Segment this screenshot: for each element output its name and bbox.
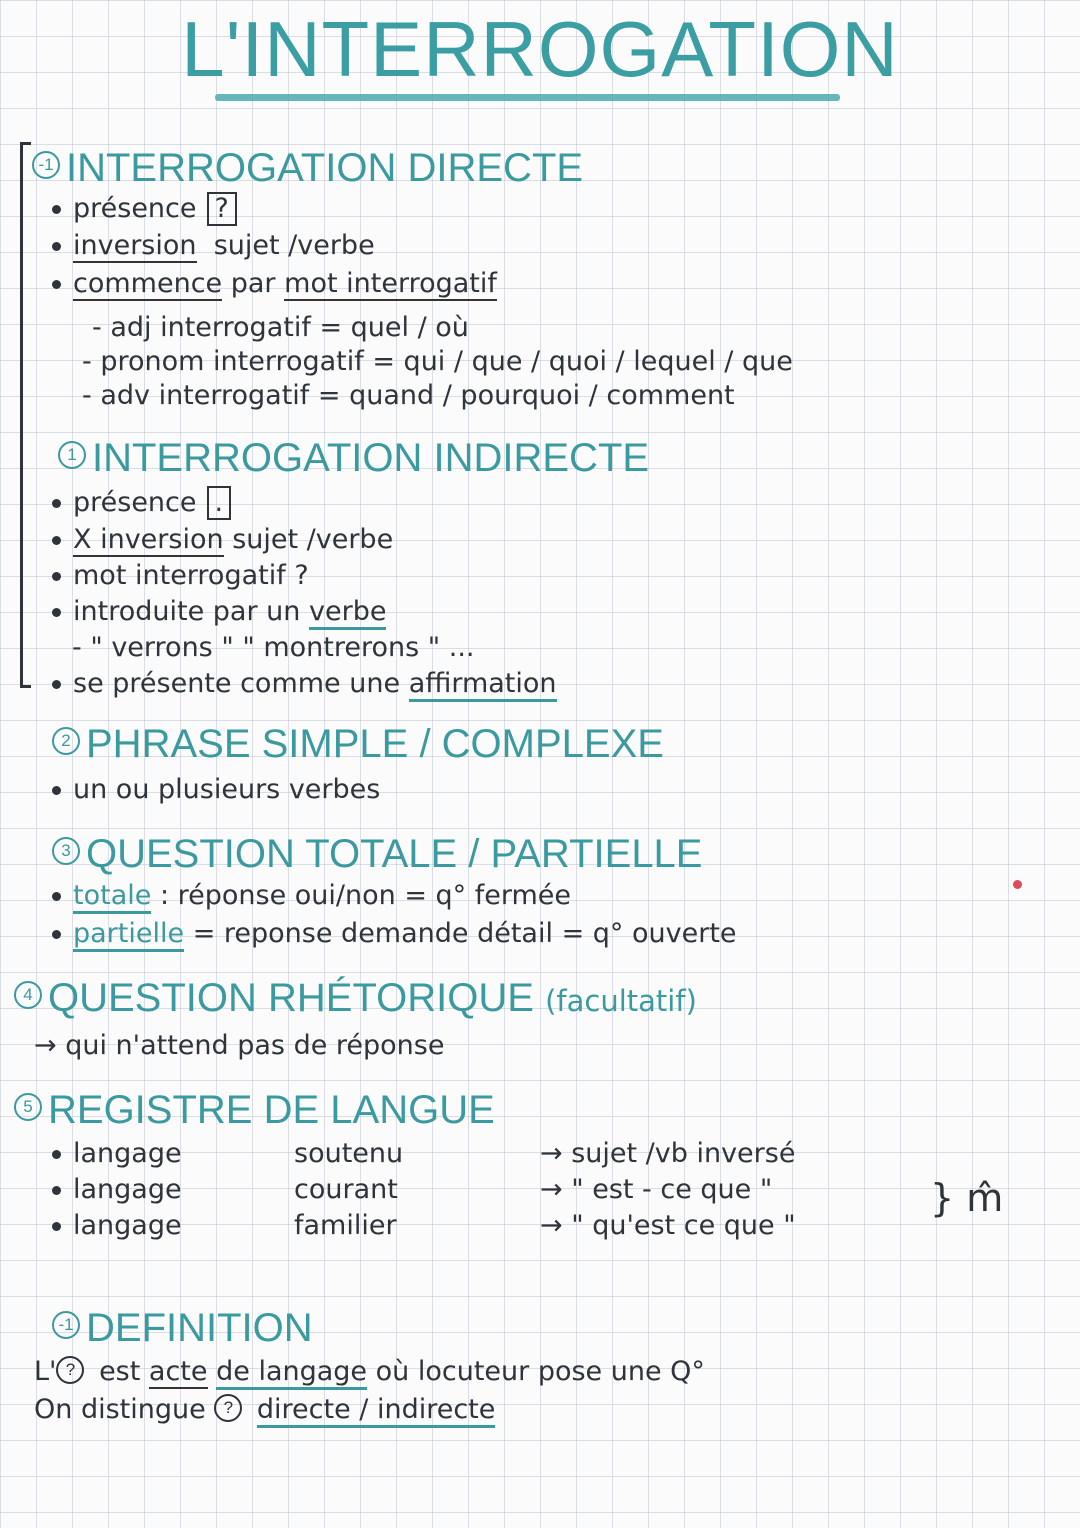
section-heading-indirecte: 1 INTERROGATION INDIRECTE: [58, 436, 649, 481]
list-item: inversion sujet /verbe: [52, 230, 375, 261]
question-mark-box: ?: [207, 192, 237, 226]
list-item: langage: [52, 1210, 182, 1241]
list-item: commence par mot interrogatif: [52, 268, 497, 299]
period-box: .: [207, 486, 232, 520]
sub-item: - adv interrogatif = quand / pourquoi / comment: [82, 380, 735, 411]
list-item: mot interrogatif ?: [52, 560, 309, 591]
register-value: familier: [294, 1210, 397, 1241]
list-item: présence .: [52, 486, 231, 520]
list-item: un ou plusieurs verbes: [52, 774, 380, 805]
list-item: langage: [52, 1174, 182, 1205]
sub-item: - pronom interrogatif = qui / que / quoi / lequel / que: [82, 346, 793, 377]
list-item: partielle = reponse demande détail = q° ouverte: [52, 918, 737, 949]
register-effect: → " est - ce que ": [540, 1174, 773, 1205]
section-heading-registre: 5 REGISTRE DE LANGUE: [14, 1088, 495, 1133]
section-heading-question: 3 QUESTION TOTALE / PARTIELLE: [52, 832, 702, 877]
page-title: L'INTERROGATION: [181, 5, 899, 93]
register-effect: → " qu'est ce que ": [540, 1210, 796, 1241]
red-mark: [1013, 880, 1022, 889]
section-number: -1: [32, 151, 60, 179]
section-heading-rhetorique: 4 QUESTION RHÉTORIQUE (facultatif): [14, 976, 697, 1021]
title-underline: [215, 94, 840, 101]
register-value: soutenu: [294, 1138, 404, 1169]
list-item: totale : réponse oui/non = q° fermée: [52, 880, 571, 911]
list-item: langage: [52, 1138, 182, 1169]
list-item: → qui n'attend pas de réponse: [34, 1030, 445, 1061]
brace-note: } m̂: [930, 1176, 1004, 1220]
sub-item: - " verrons " " montrerons " ...: [72, 632, 475, 663]
section-bracket: [20, 142, 31, 688]
definition-line: L' ? est acte de langage où locuteur pose une Q°: [34, 1356, 705, 1387]
section-heading-definition: -1 DEFINITION: [52, 1306, 313, 1351]
register-effect: → sujet /vb inversé: [540, 1138, 796, 1169]
definition-line: On distingue ? directe / indirecte: [34, 1394, 495, 1425]
sub-item: - adj interrogatif = quel / où: [92, 312, 469, 343]
section-heading-phrase: 2 PHRASE SIMPLE / COMPLEXE: [52, 722, 664, 767]
list-item: X inversion sujet /verbe: [52, 524, 393, 555]
list-item: se présente comme une affirmation: [52, 668, 557, 699]
list-item: introduite par un verbe: [52, 596, 386, 627]
section-heading-directe: -1 INTERROGATION DIRECTE: [32, 146, 583, 191]
register-value: courant: [294, 1174, 398, 1205]
list-item: présence ?: [52, 192, 237, 226]
